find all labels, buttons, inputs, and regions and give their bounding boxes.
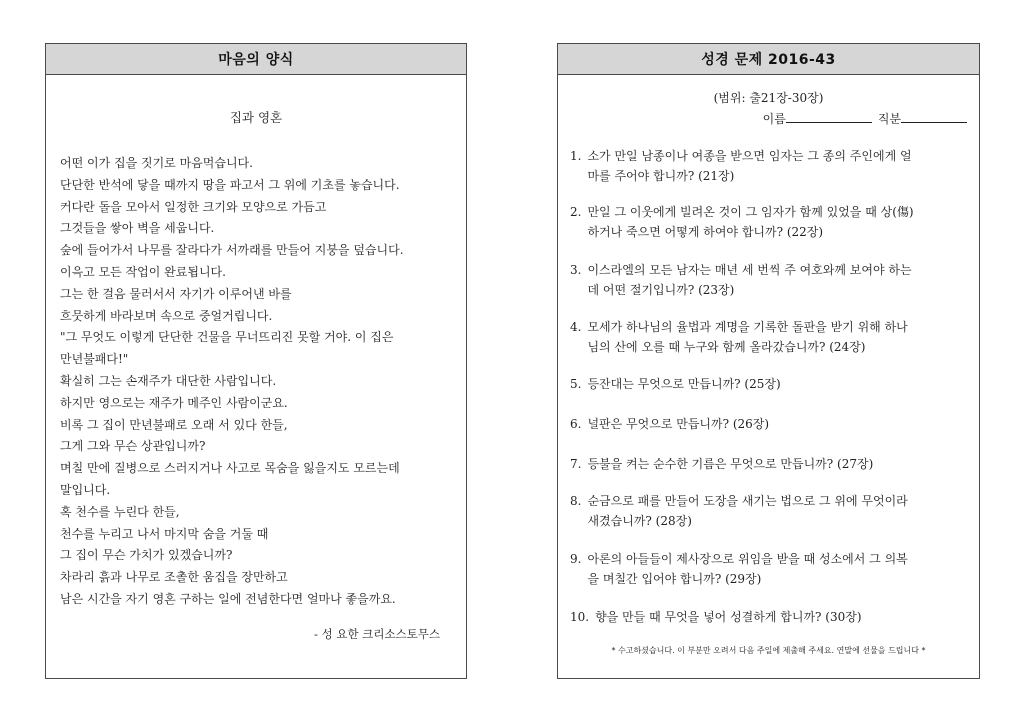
essay-line: 하지만 영으로는 재주가 메주인 사람이군요. — [60, 395, 288, 410]
essay-line: 흐뭇하게 바라보며 속으로 중얼거립니다. — [60, 308, 273, 323]
name-label: 이름 — [762, 112, 786, 126]
essay-line: 그것들을 쌓아 벽을 세웁니다. — [60, 221, 215, 236]
question-number: 4. — [570, 320, 582, 334]
essay-line: 어떤 이가 집을 짓기로 마음먹습니다. — [60, 156, 253, 170]
question-item — [570, 260, 969, 300]
question-number: 9. — [570, 552, 582, 566]
quiz-range: (범위: 출21장-30장) — [713, 91, 824, 105]
role-label: 직분 — [877, 112, 901, 126]
question-item — [570, 454, 969, 474]
essay-line: 천수를 누리고 나서 마지막 숨을 거둘 때 — [60, 526, 269, 541]
submission-note: * 수고하셨습니다. 이 부분만 오려서 다음 주일에 제출해 주세요. 연말에 선물을 드립니다 * — [611, 646, 926, 655]
question-number: 10. — [570, 610, 590, 624]
essay-line: 확실히 그는 손재주가 대단한 사람입니다. — [60, 373, 277, 388]
essay-line: 이윽고 모든 작업이 완료됩니다. — [60, 264, 226, 279]
essay-line: 혹 천수를 누린다 한들, — [60, 504, 180, 519]
reading-panel-header: 마음의 양식 — [46, 44, 466, 75]
name-role-line — [763, 110, 967, 127]
question-text: 모세가 하나님의 율법과 계명을 기록한 돌판을 받기 위해 하나 — [587, 320, 908, 334]
essay-line: 숲에 들어가서 나무를 잘라다가 서까래를 만들어 지붕을 덮습니다. — [60, 243, 404, 258]
question-text: 데 어떤 절기입니까? (23장) — [587, 283, 735, 297]
reading-panel — [45, 43, 467, 679]
essay-line: 차라리 흙과 나무로 조촐한 움집을 장만하고 — [60, 570, 288, 585]
question-text: 새겼습니까? (28장) — [587, 514, 692, 528]
question-text: 마를 주어야 합니까? (21장) — [587, 169, 735, 183]
question-number: 1. — [570, 149, 582, 163]
name-blank-field[interactable] — [786, 110, 872, 123]
question-text: 하거나 죽으면 어떻게 하여야 합니까? (22장) — [587, 225, 824, 239]
essay-body — [60, 153, 454, 611]
question-text: 등잔대는 무엇으로 만듭니까? (25장) — [587, 377, 781, 391]
question-item — [570, 317, 969, 357]
question-item — [570, 374, 969, 394]
question-number: 3. — [570, 263, 582, 277]
question-text: 향을 만들 때 무엇을 넣어 성결하게 합니까? (30장) — [595, 610, 862, 624]
essay-line: 그는 한 걸음 물러서서 자기가 이루어낸 바를 — [60, 286, 292, 301]
question-item — [570, 549, 969, 589]
question-item — [570, 607, 969, 627]
question-text: 널판은 무엇으로 만듭니까? (26장) — [587, 417, 770, 431]
role-blank-field[interactable] — [901, 110, 967, 123]
essay-line: 그 집이 무슨 가치가 있겠습니까? — [60, 548, 233, 563]
question-number: 7. — [570, 457, 582, 471]
essay-line: 며칠 만에 질병으로 스러지거나 사고로 목숨을 잃을지도 모르는데 — [60, 461, 400, 476]
quiz-panel-header: 성경 문제 2016-43 — [558, 44, 979, 75]
question-item — [570, 146, 969, 186]
question-item — [570, 491, 969, 531]
question-item — [570, 414, 969, 434]
question-number: 2. — [570, 205, 582, 219]
question-text: 아론의 아들들이 제사장으로 위임을 받을 때 성소에서 그 의복 — [587, 552, 908, 566]
essay-line: 만년불패다!" — [60, 352, 129, 367]
question-text: 소가 만일 남종이나 여종을 받으면 임자는 그 종의 주인에게 얼 — [587, 149, 912, 163]
essay-title: 집과 영혼 — [229, 110, 283, 125]
essay-line: 비록 그 집이 만년불패로 오래 서 있다 한들, — [60, 417, 288, 432]
quiz-panel — [557, 43, 980, 679]
question-number: 8. — [570, 494, 582, 508]
essay-author: - 성 요한 크리소스토무스 — [314, 627, 440, 641]
essay-line: "그 무엇도 이렇게 단단한 건물을 무너뜨리진 못할 거야. 이 집은 — [60, 330, 394, 345]
question-number: 6. — [570, 417, 582, 431]
question-text: 등불을 켜는 순수한 기름은 무엇으로 만듭니까? (27장) — [587, 457, 874, 471]
essay-line: 그게 그와 무슨 상관입니까? — [60, 439, 206, 454]
question-text: 만일 그 이웃에게 빌려온 것이 그 임자가 함께 있었을 때 상(傷) — [587, 205, 914, 219]
essay-line: 단단한 반석에 닿을 때까지 땅을 파고서 그 위에 기초를 놓습니다. — [60, 177, 400, 192]
essay-line: 커다란 돌을 모아서 일정한 크기와 모양으로 가듬고 — [60, 199, 327, 214]
question-number: 5. — [570, 377, 582, 391]
question-item — [570, 202, 969, 242]
essay-line: 말입니다. — [60, 482, 111, 497]
question-text: 순금으로 패를 만들어 도장을 새기는 법으로 그 위에 무엇이라 — [587, 494, 908, 508]
essay-line: 남은 시간을 자기 영혼 구하는 일에 전념한다면 얼마나 좋을까요. — [60, 591, 396, 606]
question-text: 님의 산에 오를 때 누구와 함께 올라갔습니까? (24장) — [587, 340, 866, 354]
question-text: 을 며칠간 입어야 합니까? (29장) — [587, 572, 762, 586]
question-text: 이스라엘의 모든 남자는 매년 세 번씩 주 여호와께 보여야 하는 — [587, 263, 912, 277]
